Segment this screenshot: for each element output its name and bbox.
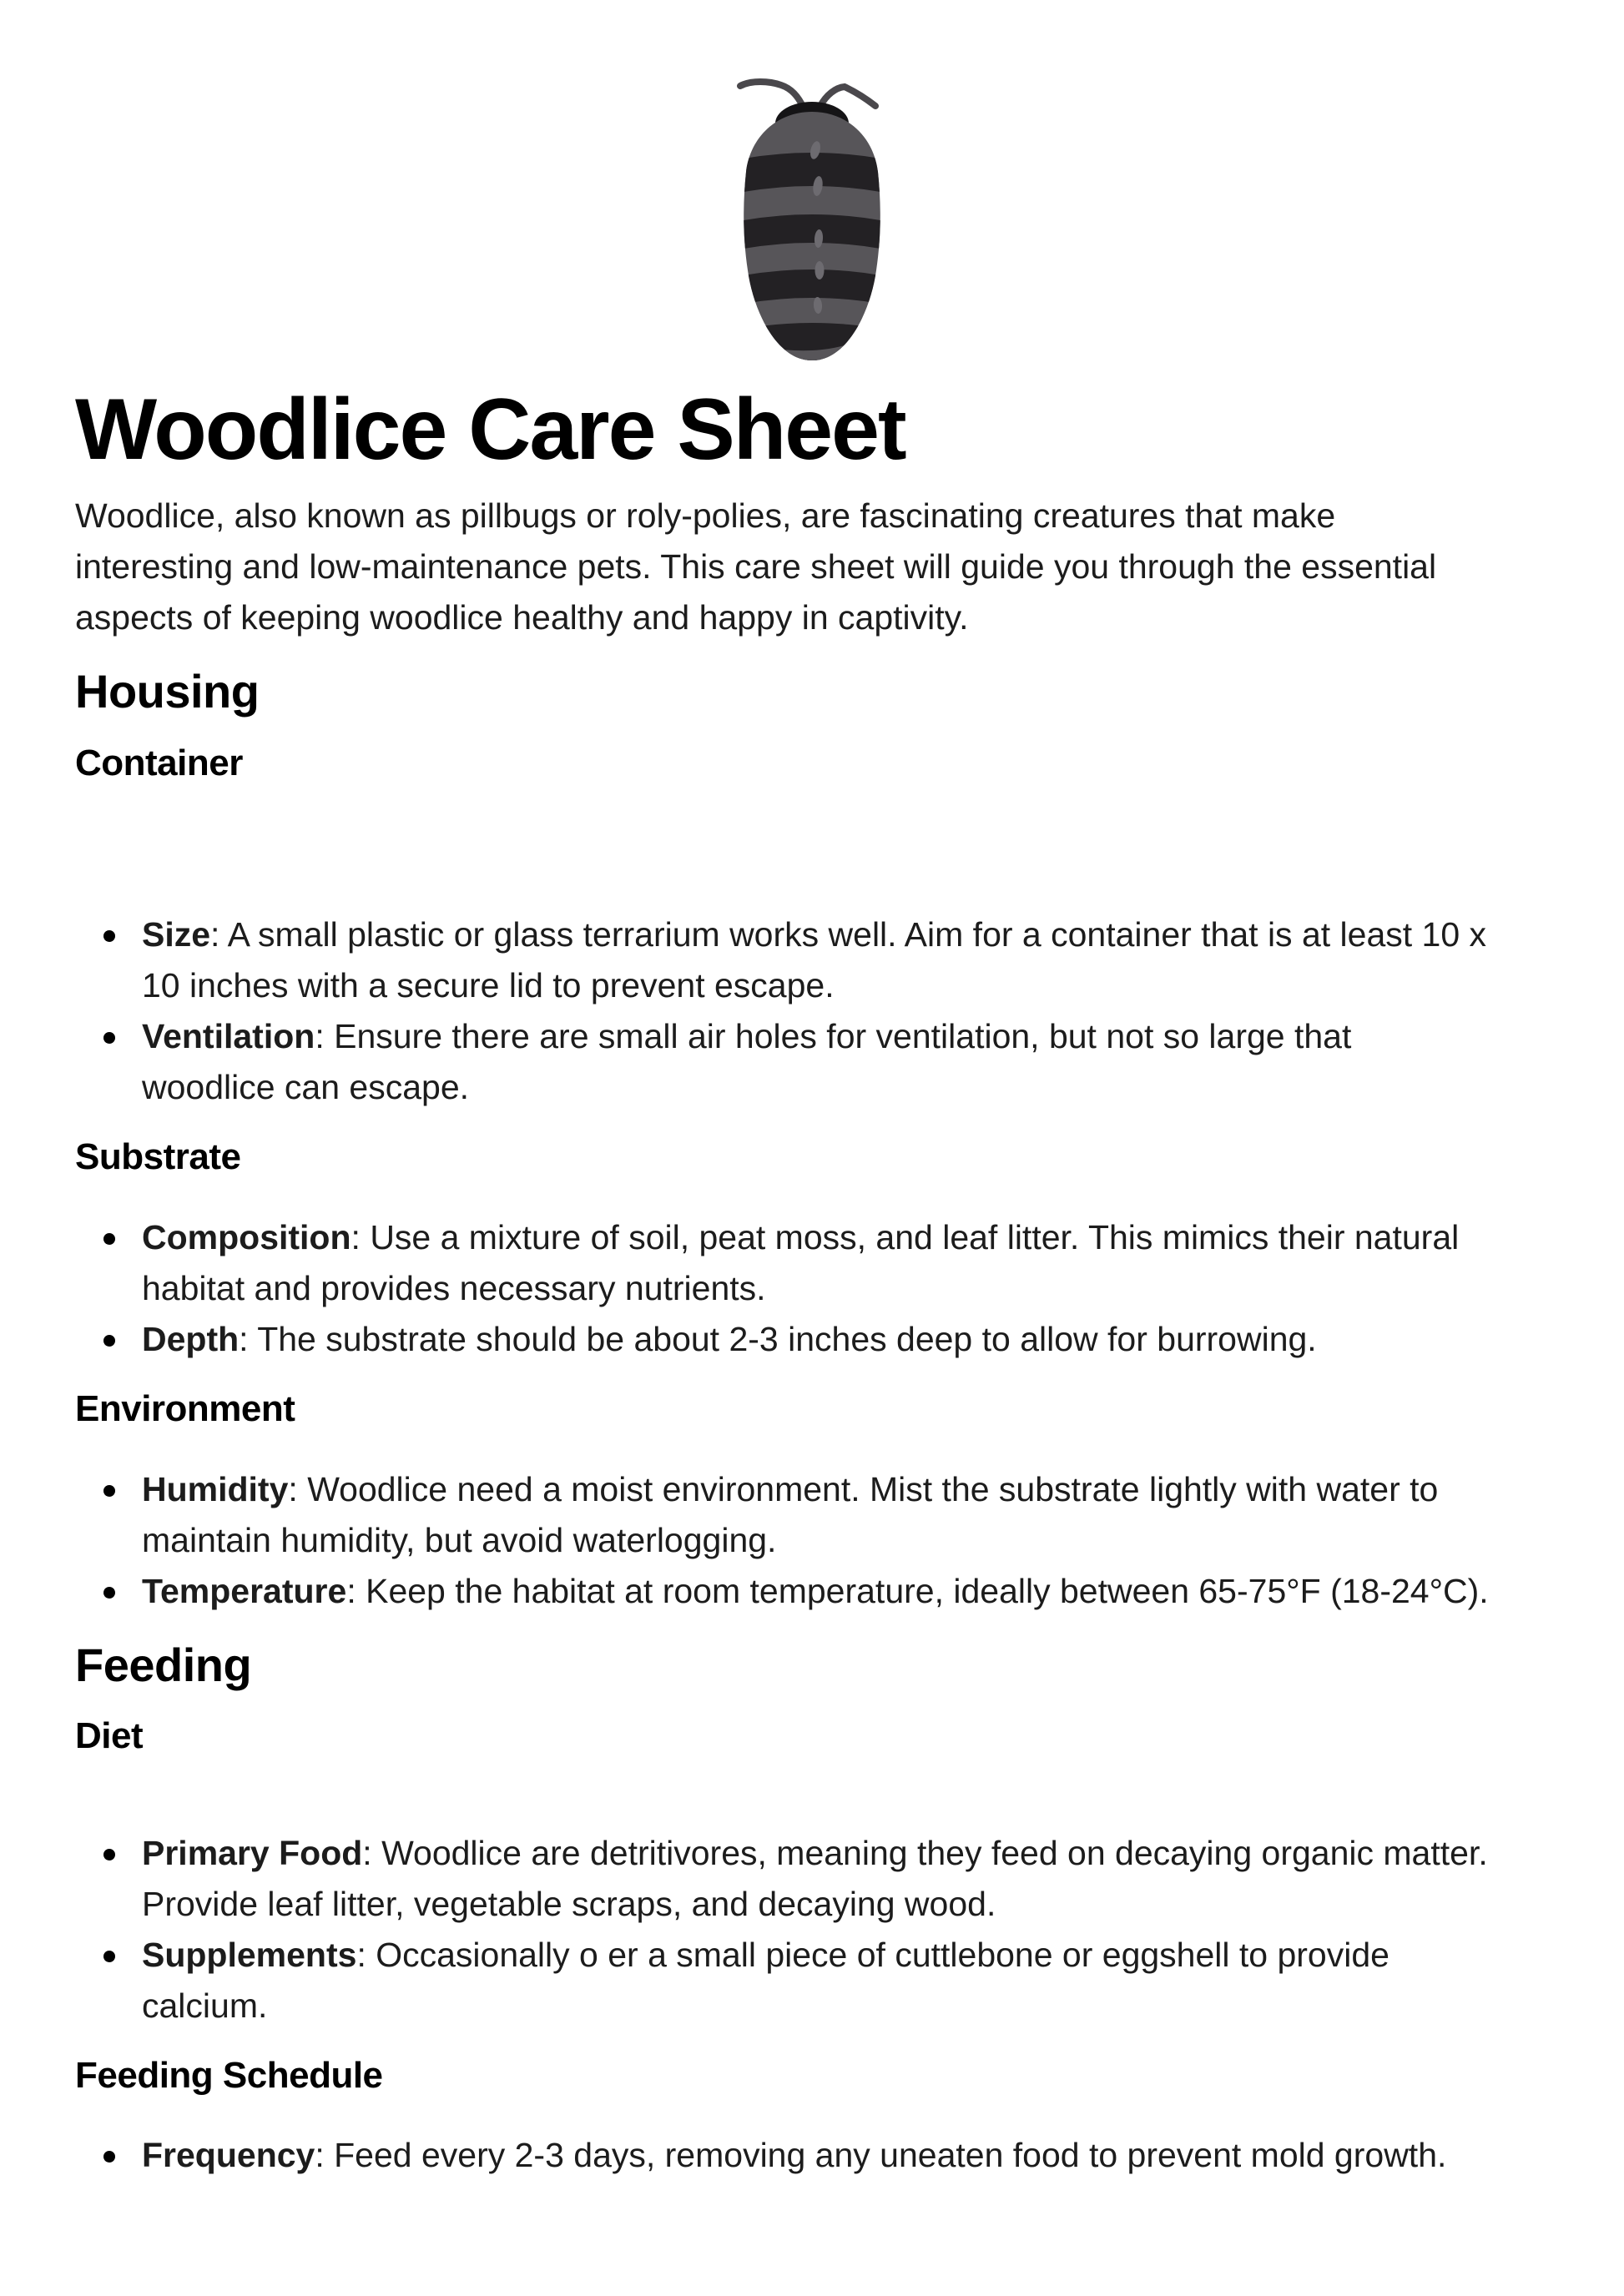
item-desc: : Keep the habitat at room temperature, ideally between 65-75°F (18-24°C). — [346, 1571, 1489, 1610]
section-heading-feeding: Feeding — [75, 1638, 252, 1691]
item-desc: : Feed every 2-3 days, removing any uneaten food to prevent mold growth. — [315, 2136, 1447, 2175]
bullet-icon — [103, 1951, 115, 1962]
intro-paragraph: Woodlice, also known as pillbugs or roly-polies, are fascinating creatures that make interesting and low-maintenance pets. This care sheet will guide you through the essential aspects of keeping woodlice healthy and happy in captivity. — [75, 496, 1437, 637]
list-item — [75, 1930, 1494, 2032]
bullet-icon — [103, 1032, 115, 1044]
bullet-icon — [103, 1849, 115, 1860]
item-term: Primary Food — [142, 1833, 363, 1872]
item-desc: : Woodlice need a moist environment. Mist the substrate lightly with water to maintain humidity, but avoid waterlogging. — [142, 1469, 1439, 1559]
item-desc: : Use a mixture of soil, peat moss, and leaf litter. This mimics their natural habitat and provides necessary nutrients. — [142, 1217, 1460, 1307]
item-term: Size — [142, 915, 211, 954]
list-item — [75, 1011, 1494, 1113]
list-item — [75, 1828, 1494, 1930]
diet-list — [75, 1828, 1549, 2032]
item-term: Frequency — [142, 2136, 315, 2175]
item-desc: : The substrate should be about 2-3 inches deep to allow for burrowing. — [239, 1319, 1317, 1358]
list-item — [75, 1212, 1494, 1314]
subsection-heading-feeding-schedule: Feeding Schedule — [75, 2054, 383, 2096]
bullet-icon — [103, 1587, 115, 1599]
item-desc: : Ensure there are small air holes for ventilation, but not so large that woodlice can escape. — [142, 1017, 1352, 1107]
bullet-icon — [103, 930, 115, 942]
section-heading-housing: Housing — [75, 665, 260, 718]
item-term: Supplements — [142, 1935, 357, 1974]
list-item — [75, 2130, 1494, 2181]
bullet-icon — [103, 1485, 115, 1497]
list-item — [75, 1314, 1494, 1365]
environment-list — [75, 1464, 1549, 1617]
woodlouse-icon — [734, 63, 890, 364]
item-term: Ventilation — [142, 1017, 315, 1056]
list-item — [75, 909, 1494, 1011]
item-term: Composition — [142, 1217, 351, 1256]
subsection-heading-substrate: Substrate — [75, 1136, 241, 1178]
antenna-right — [820, 87, 875, 106]
item-term: Depth — [142, 1319, 240, 1358]
container-list — [75, 909, 1549, 1113]
subsection-heading-container: Container — [75, 742, 243, 783]
bullet-icon — [103, 1335, 115, 1347]
list-item — [75, 1566, 1494, 1617]
page-title: Woodlice Care Sheet — [75, 381, 905, 478]
feeding-schedule-list — [75, 2130, 1549, 2181]
bullet-icon — [103, 2151, 115, 2163]
item-desc: : A small plastic or glass terrarium works well. Aim for a container that is at least 10 x 10 inches with a secure lid to prevent escape. — [142, 915, 1487, 1005]
subsection-heading-environment: Environment — [75, 1387, 295, 1429]
bullet-icon — [103, 1233, 115, 1245]
item-desc: : Woodlice are detritivores, meaning they feed on decaying organic matter. Provide leaf litter, vegetable scraps, and decaying wood. — [142, 1833, 1488, 1923]
item-term: Temperature — [142, 1571, 347, 1610]
item-term: Humidity — [142, 1469, 289, 1508]
substrate-list — [75, 1212, 1549, 1365]
list-item — [75, 1464, 1494, 1566]
item-desc: : Occasionally o er a small piece of cuttlebone or eggshell to provide calcium. — [142, 1935, 1389, 2025]
subsection-heading-diet: Diet — [75, 1714, 144, 1756]
illustration-container — [75, 0, 1549, 364]
